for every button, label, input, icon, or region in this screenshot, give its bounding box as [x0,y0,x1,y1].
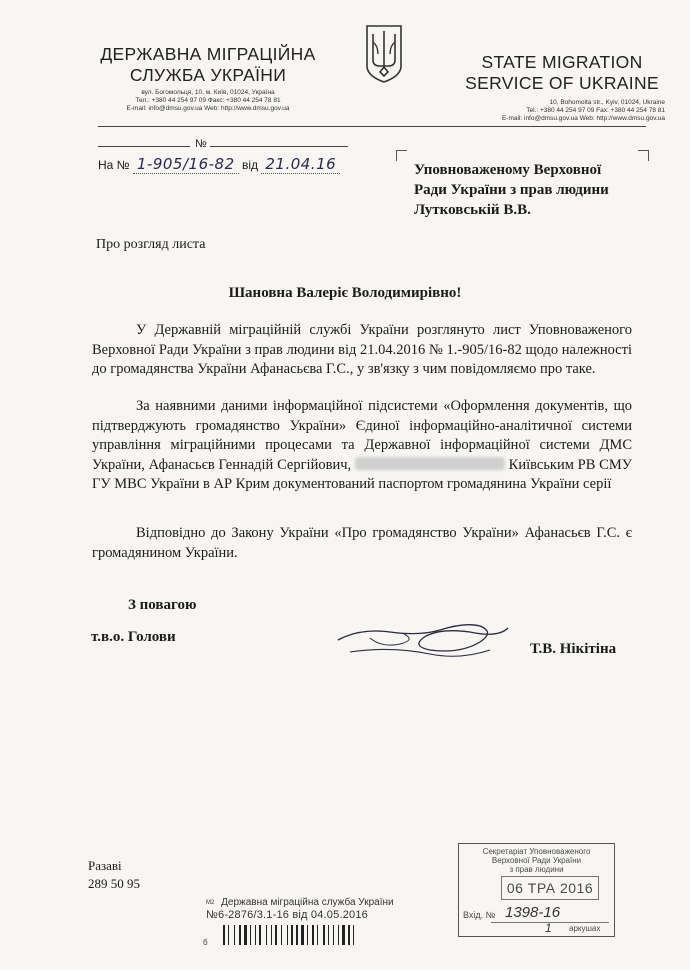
stamp-org-line: Верховної Ради України [491,856,582,865]
registration-barcode [223,925,388,945]
body-paragraph-3: Відповідно до Закону України «Про громадянство України» Афанасьєв Г.С. є громадянином України. [92,525,632,561]
executor-contact [88,857,140,893]
reference-number: 1-905/16-82 [133,155,239,174]
salutation: Шановна Валеріє Володимирівно! [228,285,462,301]
body-paragraph-1: У Державній міграційній службі України розглянуто лист Уповноваженого Верховної Ради України з прав людини від 21.04.2016 № 1.-905/16-82 щодо належності до громадянства України Афанасьєва Г.С., у зв'язку з чим повідомляємо про таке. [92,322,632,377]
barcode-bar [338,925,339,945]
barcode-bar [312,925,314,945]
agency-name-ua: ДЕРЖАВНА МІГРАЦІЙНА СЛУЖБА УКРАЇНИ [100,44,316,85]
registration-number: №6-2876/3.1-16 від 04.05.2016 [206,909,368,921]
stamp-organization [459,847,614,874]
executor-name: Разаві [88,858,122,873]
handwritten-signature [330,610,520,670]
reference-date-label: від [241,158,259,172]
address-en-line: E-mail: info@dmsu.gov.ua Web: http://www.dmsu.gov.ua [501,115,665,122]
barcode-bar [244,925,247,945]
barcode-bar [353,925,354,945]
barcode-bar [307,925,308,945]
barcode-bar [275,925,277,945]
agency-address-ua [92,89,324,113]
blank-line [210,146,348,147]
barcode-bar [296,925,298,945]
barcode-bar [259,925,261,945]
barcode-bar [317,925,318,945]
barcode-bar [287,925,288,945]
number-symbol: № [195,138,207,150]
barcode-bar [266,925,267,945]
address-ua-line: E-mail: info@dmsu.gov.ua Web: http://www.dmsu.gov.ua [126,105,290,112]
barcode-bar [234,925,235,945]
registration-code: М2 [206,900,215,906]
barcode-bar [281,925,282,945]
blank-line [98,146,190,147]
incoming-stamp [458,843,615,937]
body-paragraph-2 [92,397,632,495]
outgoing-number-blank [98,146,348,147]
barcode-bar [342,925,345,945]
agency-name-en: STATE MIGRATION SERVICE OF UKRAINE [465,52,659,93]
barcode-bar [271,925,272,945]
address-ua-line: Тел.: +380 44 254 97 09 Факс: +380 44 254 78 81 [135,97,281,104]
barcode-bar [223,925,225,945]
signatory-title: т.в.о. Голови [91,629,176,645]
outgoing-registration-mark [206,897,394,921]
letter-subject: Про розгляд листа [96,237,206,252]
reference-date: 21.04.16 [261,155,340,174]
closing-phrase: З повагою [128,597,197,613]
stamp-date: 06 ТРА 2016 [506,880,594,896]
barcode-bar [255,925,256,945]
addressee-line: Уповноваженому Верховної [414,162,602,178]
addressee-line: Ради України з прав людини [414,182,609,198]
stamp-date-box [501,876,599,900]
barcode-bar [250,925,251,945]
address-en-line: 10, Bohomolta str., Kyiv, 01024, Ukraine [549,99,665,106]
reference-na-label: На № [98,158,130,172]
body-paragraph-2-part-b: Київським РВ СМУ ГУ МВС України в АР Крим документований паспортом громадянина України серії [92,456,632,492]
addressee-block [414,160,674,220]
trident-emblem-icon [364,22,404,84]
stamp-org-line: Секретаріат Уповноваженого [482,847,591,856]
address-ua-line: вул. Богомольця, 10, м. Київ, 01024, Україна [141,89,275,96]
executor-phone: 289 50 95 [88,876,140,891]
barcode-bar [301,925,304,945]
stamp-sheets-label: аркушах [569,924,601,933]
registration-side-mark: б [203,938,208,947]
signatory-name: Т.В. Нікітіна [530,641,617,657]
body-paragraph-2-part-a: За наявними даними інформаційної підсистеми «Оформлення документів, що підтверджують громадянство України» Єдиної інформаційно-аналітичної системи управління міграційними процесами та Державної інформаційної системи ДМС України, Афанасьєв Геннадій Сергійович, [92,398,632,473]
barcode-bar [333,925,334,945]
stamp-sheets-number: 1 [545,921,552,935]
address-corner-left [396,150,407,161]
header-divider [98,126,646,127]
registration-agency: Державна міграційна служба України [221,897,394,908]
address-en-line: Tel.: +380 44 254 97 09 Fax: +380 44 254 78 81 [526,107,665,114]
barcode-bar [328,925,329,945]
barcode-bar [291,925,293,945]
reference-row [98,155,340,173]
stamp-incoming-label: Вхід. № [463,910,496,920]
stamp-incoming-number: 1398-16 [505,904,561,921]
redacted-block [355,457,505,470]
barcode-bar [239,925,241,945]
agency-address-en [455,99,665,123]
addressee-line: Лутковській В.В. [414,202,531,218]
barcode-bar [348,925,350,945]
stamp-org-line: з прав людини [509,865,564,874]
barcode-bar [228,925,229,945]
barcode-bar [323,925,325,945]
